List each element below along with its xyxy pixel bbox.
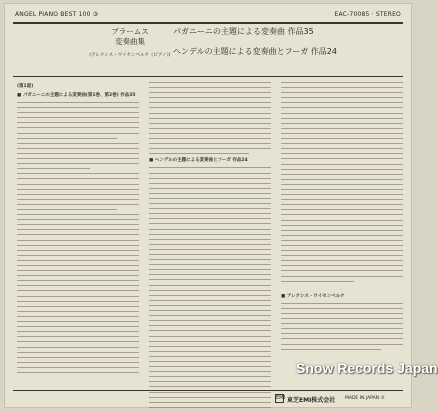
header-bar <box>11 10 405 21</box>
liner-notes-sheet <box>4 3 412 408</box>
series-label: ANGEL PIANO BEST 100 ③ <box>15 11 99 18</box>
title-rule <box>13 76 403 77</box>
store-watermark: Snow Records Japan <box>296 360 438 376</box>
title-block <box>89 27 171 61</box>
text-column-2 <box>149 82 271 377</box>
text-column-1 <box>17 82 139 377</box>
work-title-1: パガニーニの主題による変奏曲 作品35 <box>173 27 314 36</box>
footer-rule <box>13 390 403 391</box>
catalog-number: EAC-70085 · STEREO <box>334 11 401 18</box>
text-column-3 <box>281 82 403 377</box>
section-heading-performer: ■ アレクシス・ワイセンベルク <box>281 293 345 299</box>
works-list <box>173 27 337 67</box>
header-rule <box>13 22 403 24</box>
work-title-2: ヘンデルの主題による変奏曲とフーガ 作品24 <box>173 47 337 56</box>
emi-logo: EMI <box>276 395 285 401</box>
made-in-label: MADE IN JAPAN ③ <box>345 396 385 401</box>
composer-name: ブラームス <box>111 27 149 36</box>
album-title: 変奏曲集 <box>115 37 145 46</box>
performer-name: (アレクシス・ワイセンベルク《ピアノ》) <box>89 53 171 58</box>
record-company: 東芝EMI株式会社 <box>287 397 336 404</box>
section-heading-paganini: ■ パガニーニの主題による変奏曲(第1巻、第2巻) 作品35 <box>17 93 136 98</box>
side-heading: (第1面) <box>17 84 34 89</box>
section-heading-handel: ■ ヘンデルの主題による変奏曲とフーガ 作品24 <box>149 158 248 164</box>
